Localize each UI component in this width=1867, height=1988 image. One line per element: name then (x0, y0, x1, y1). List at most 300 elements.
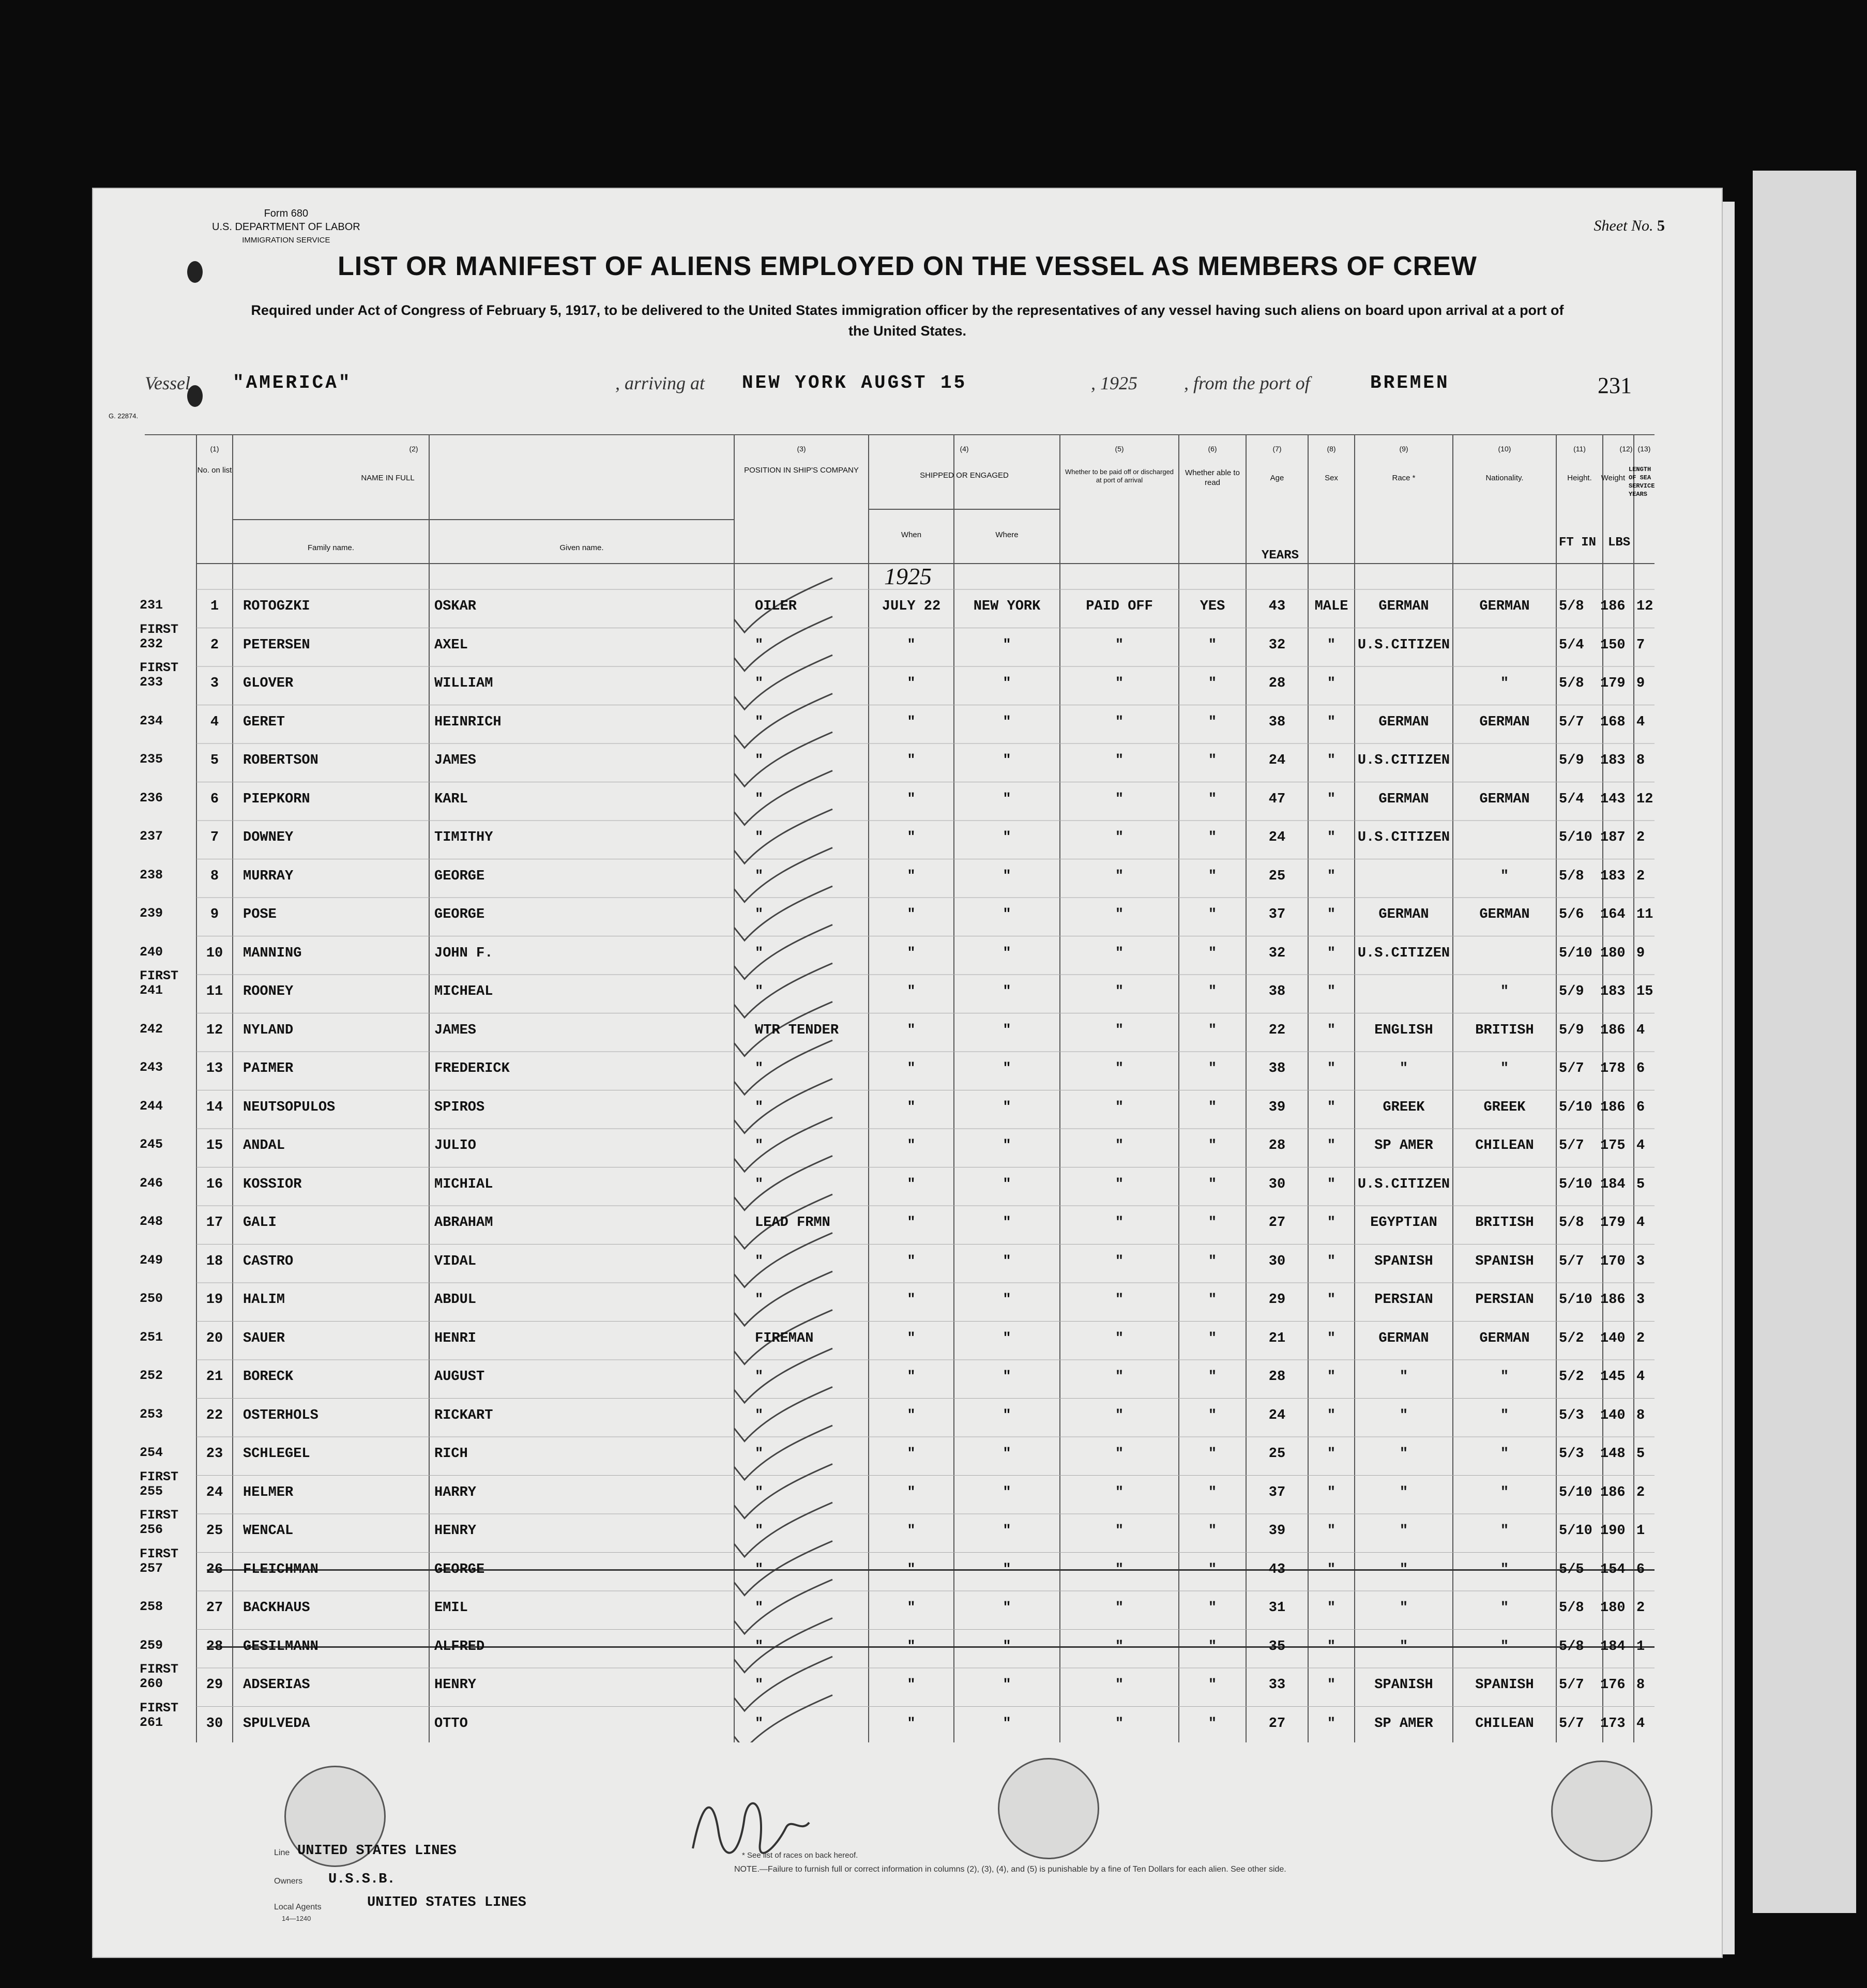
cell-no: 28 (206, 1638, 223, 1655)
col-num-7: (7) (1272, 445, 1282, 453)
side-number: 242 (140, 1021, 163, 1037)
cell-no: 17 (206, 1215, 223, 1231)
cell-nat: " (1500, 1638, 1509, 1655)
form-header (212, 207, 360, 247)
cell-paid: " (1115, 1061, 1124, 1076)
cell-sea: 5 (1636, 1176, 1645, 1192)
cell-race: U.S.CITIZEN (1357, 830, 1450, 845)
years-label: YEARS (1262, 549, 1299, 563)
cell-paid: " (1115, 676, 1124, 691)
cell-family: GLOVER (243, 676, 294, 691)
cell-race: " (1399, 1523, 1408, 1539)
cell-position: " (755, 1716, 764, 1732)
cell-family: ROONEY (243, 984, 294, 999)
cell-height: 5/7 (1559, 1061, 1584, 1076)
cell-nat: GERMAN (1479, 1330, 1530, 1346)
cell-age: 22 (1268, 1022, 1286, 1038)
cell-given: SPIROS (434, 1099, 485, 1115)
cell-height: 5/9 (1559, 753, 1584, 768)
cell-race: " (1399, 1600, 1408, 1616)
cell-sex: " (1327, 1484, 1336, 1500)
side-number: 256 (140, 1522, 163, 1537)
cell-height: 5/4 (1559, 791, 1584, 807)
cell-family: PAIMER (243, 1061, 294, 1076)
cell-where: " (1003, 1446, 1011, 1462)
cell-when: " (907, 1061, 916, 1076)
cell-height: 5/7 (1559, 1253, 1584, 1269)
cell-nat: SPANISH (1475, 1253, 1534, 1269)
cell-family: KOSSIOR (243, 1176, 302, 1192)
cell-where: " (1003, 1330, 1011, 1346)
cell-paid: " (1115, 1561, 1124, 1577)
cell-age: 35 (1268, 1638, 1286, 1655)
first-class-mark: FIRST (140, 660, 179, 675)
cell-height: 5/4 (1559, 637, 1584, 653)
cell-paid: " (1115, 1253, 1124, 1269)
cell-paid: " (1115, 1215, 1124, 1231)
cell-read: " (1208, 1369, 1217, 1385)
cell-given: KARL (434, 791, 468, 807)
cell-race: SPANISH (1374, 1253, 1433, 1269)
cell-sex: " (1327, 1022, 1336, 1038)
cell-sea: 4 (1636, 1138, 1645, 1154)
cell-paid: " (1115, 1022, 1124, 1038)
cell-given: ABDUL (434, 1292, 477, 1308)
cell-where: NEW YORK (973, 599, 1041, 614)
cell-given: HENRY (434, 1677, 477, 1693)
cell-read: " (1208, 637, 1217, 653)
header-height: Height. (1567, 474, 1592, 482)
header-no-on-list: No. on list (197, 466, 232, 475)
col-num-11: (11) (1573, 445, 1586, 453)
first-class-mark: FIRST (140, 1546, 179, 1561)
cell-paid: " (1115, 637, 1124, 653)
cell-given: EMIL (434, 1600, 468, 1616)
cell-when: " (907, 1099, 916, 1115)
cell-weight: 187 (1600, 830, 1626, 845)
cell-family: NEUTSOPULOS (243, 1099, 336, 1115)
header-paid-off: Whether to be paid off or discharged at port of arrival (1065, 468, 1174, 484)
cell-no: 11 (206, 984, 223, 999)
cell-when: " (907, 1369, 916, 1385)
cell-when: " (907, 1484, 916, 1500)
cell-sea: 4 (1636, 1215, 1645, 1231)
service: IMMIGRATION SERVICE (242, 236, 330, 245)
cell-when: " (907, 1677, 916, 1693)
cell-age: 37 (1268, 907, 1286, 922)
cell-where: " (1003, 1369, 1011, 1385)
cell-sea: 9 (1636, 945, 1645, 961)
cell-height: 5/10 (1559, 830, 1592, 845)
cell-age: 38 (1268, 984, 1286, 999)
cell-position: " (755, 753, 764, 768)
cell-height: 5/8 (1559, 676, 1584, 691)
cell-given: TIMITHY (434, 830, 493, 845)
side-number: 260 (140, 1676, 163, 1691)
cell-where: " (1003, 1253, 1011, 1269)
cell-race: " (1399, 1407, 1408, 1423)
cell-where: " (1003, 1561, 1011, 1577)
cell-sea: 3 (1636, 1253, 1645, 1269)
cell-when: " (907, 830, 916, 845)
cell-paid: " (1115, 907, 1124, 922)
cell-sea: 8 (1636, 753, 1645, 768)
cell-height: 5/2 (1559, 1330, 1584, 1346)
side-number: 235 (140, 752, 163, 767)
header-position: POSITION IN SHIP'S COMPANY (744, 466, 859, 475)
cell-where: " (1003, 1138, 1011, 1154)
cell-weight: 180 (1600, 945, 1626, 961)
cell-age: 32 (1268, 945, 1286, 961)
side-number: 243 (140, 1060, 163, 1075)
cell-where: " (1003, 868, 1011, 884)
cell-family: HELMER (243, 1484, 294, 1500)
cell-family: FLEICHMAN (243, 1561, 318, 1577)
cell-height: 5/8 (1559, 1600, 1584, 1616)
cell-sea: 1 (1636, 1638, 1645, 1655)
cell-age: 38 (1268, 714, 1286, 730)
header-when: When (901, 530, 922, 539)
cell-nat: " (1500, 1446, 1509, 1462)
cell-sex: " (1327, 1677, 1336, 1693)
side-number: 258 (140, 1599, 163, 1614)
cell-sex: " (1327, 676, 1336, 691)
table-rules (145, 434, 1655, 1742)
cell-family: HALIM (243, 1292, 285, 1308)
cell-race: SP AMER (1374, 1138, 1433, 1154)
cell-race: U.S.CITIZEN (1357, 753, 1450, 768)
cell-when: " (907, 637, 916, 653)
cell-when: " (907, 753, 916, 768)
side-number: 236 (140, 790, 163, 806)
header-given-name: Given name. (559, 543, 604, 552)
cell-where: " (1003, 1292, 1011, 1308)
cell-where: " (1003, 1176, 1011, 1192)
arriving-value: NEW YORK AUGST 15 (742, 372, 967, 393)
cell-when: " (907, 676, 916, 691)
cell-family: PIEPKORN (243, 791, 310, 807)
cell-weight: 183 (1600, 753, 1626, 768)
cell-when: " (907, 1215, 916, 1231)
cell-weight: 173 (1600, 1716, 1626, 1732)
cell-height: 5/7 (1559, 1138, 1584, 1154)
header-shipped: SHIPPED OR ENGAGED (920, 471, 1009, 480)
cell-read: " (1208, 907, 1217, 922)
cell-position: FIREMAN (755, 1330, 814, 1346)
cell-sea: 3 (1636, 1292, 1645, 1308)
cell-paid: " (1115, 945, 1124, 961)
cell-family: NYLAND (243, 1022, 294, 1038)
cell-read: " (1208, 868, 1217, 884)
header-nationality: Nationality. (1485, 474, 1524, 482)
cell-position: " (755, 791, 764, 807)
cell-paid: " (1115, 984, 1124, 999)
cell-race: " (1399, 1561, 1408, 1577)
cell-where: " (1003, 830, 1011, 845)
cell-race: SPANISH (1374, 1677, 1433, 1693)
cell-no: 4 (210, 714, 219, 730)
cell-paid: " (1115, 1369, 1124, 1385)
cell-paid: " (1115, 1292, 1124, 1308)
header-read: Whether able to read (1185, 468, 1240, 487)
cell-paid: " (1115, 1176, 1124, 1192)
cell-given: MICHEAL (434, 984, 493, 999)
cell-weight: 184 (1600, 1176, 1626, 1192)
cell-age: 21 (1268, 1330, 1286, 1346)
form-code-footer: 14—1240 (282, 1915, 311, 1922)
cell-where: " (1003, 791, 1011, 807)
consulate-seal (1551, 1761, 1652, 1862)
cell-position: " (755, 1253, 764, 1269)
cell-read: " (1208, 1638, 1217, 1655)
cell-read: " (1208, 1061, 1217, 1076)
side-number: 237 (140, 829, 163, 844)
cell-family: BACKHAUS (243, 1600, 310, 1616)
arriving-label: , arriving at (615, 373, 705, 393)
cell-weight: 140 (1600, 1330, 1626, 1346)
cell-family: GERET (243, 714, 285, 730)
cell-sea: 4 (1636, 714, 1645, 730)
cell-given: WILLIAM (434, 676, 493, 691)
cell-age: 33 (1268, 1677, 1286, 1693)
cell-position: WTR TENDER (755, 1022, 839, 1038)
cell-given: JOHN F. (434, 945, 493, 961)
cell-sea: 4 (1636, 1716, 1645, 1732)
cell-race: " (1399, 1446, 1408, 1462)
stamp-number: 231 (1598, 373, 1632, 398)
cell-read: " (1208, 1292, 1217, 1308)
cell-race: GERMAN (1378, 599, 1429, 614)
cell-read: " (1208, 1407, 1217, 1423)
cell-age: 27 (1268, 1716, 1286, 1732)
page-subtitle: Required under Act of Congress of February 5, 1917, to be delivered to the United States immigration officer by the representatives of any vessel having such aliens on board upon arrival at a port of the United States. (251, 302, 1564, 339)
line-label: Line (274, 1848, 290, 1857)
cell-read: " (1208, 1600, 1217, 1616)
cell-height: 5/10 (1559, 1523, 1592, 1539)
cell-read: " (1208, 753, 1217, 768)
cell-paid: " (1115, 1138, 1124, 1154)
cell-height: 5/10 (1559, 945, 1592, 961)
cell-no: 8 (210, 868, 219, 884)
cell-no: 21 (206, 1369, 223, 1385)
cell-weight: 186 (1600, 1022, 1626, 1038)
cell-position: " (755, 1484, 764, 1500)
cell-position: " (755, 868, 764, 884)
cell-sea: 11 (1636, 907, 1653, 922)
cell-sex: " (1327, 1099, 1336, 1115)
cell-given: HENRI (434, 1330, 477, 1346)
cell-position: " (755, 945, 764, 961)
cell-sex: " (1327, 1561, 1336, 1577)
cell-read: " (1208, 1138, 1217, 1154)
cell-position: " (755, 1446, 764, 1462)
cell-sea: 15 (1636, 984, 1653, 999)
cell-no: 23 (206, 1446, 223, 1462)
cell-family: SAUER (243, 1330, 285, 1346)
races-note: * See list of races on back hereof. (742, 1851, 858, 1860)
cell-given: AXEL (434, 637, 468, 653)
cell-paid: " (1115, 791, 1124, 807)
cell-weight: 186 (1600, 1484, 1626, 1500)
cell-sex: MALE (1314, 599, 1348, 614)
cell-where: " (1003, 676, 1011, 691)
cell-nat: BRITISH (1475, 1215, 1534, 1231)
cell-sea: 2 (1636, 830, 1645, 845)
cell-nat: " (1500, 1061, 1509, 1076)
cell-given: HARRY (434, 1484, 477, 1500)
cell-nat: " (1500, 1407, 1509, 1423)
cell-age: 24 (1268, 1407, 1286, 1423)
cell-where: " (1003, 945, 1011, 961)
cell-sea: 1 (1636, 1523, 1645, 1539)
cell-no: 9 (210, 907, 219, 922)
cell-sex: " (1327, 1600, 1336, 1616)
cell-no: 16 (206, 1176, 223, 1192)
cell-given: JULIO (434, 1138, 477, 1154)
cell-family: GESILMANN (243, 1638, 318, 1655)
cell-where: " (1003, 1022, 1011, 1038)
cell-no: 2 (210, 637, 219, 653)
cell-age: 25 (1268, 868, 1286, 884)
cell-sea: 9 (1636, 676, 1645, 691)
cell-when: " (907, 907, 916, 922)
cell-sex: " (1327, 1215, 1336, 1231)
cell-paid: " (1115, 1677, 1124, 1693)
cell-given: GEORGE (434, 1561, 485, 1577)
cell-family: MANNING (243, 945, 302, 961)
cell-paid: " (1115, 1716, 1124, 1732)
cell-no: 30 (206, 1716, 223, 1732)
cell-no: 3 (210, 676, 219, 691)
side-number: 251 (140, 1329, 163, 1345)
cell-given: RICKART (434, 1407, 493, 1423)
cell-paid: " (1115, 1484, 1124, 1500)
cell-where: " (1003, 1638, 1011, 1655)
cell-family: OSTERHOLS (243, 1407, 318, 1423)
cell-sex: " (1327, 945, 1336, 961)
first-class-mark: FIRST (140, 968, 179, 983)
cell-height: 5/10 (1559, 1099, 1592, 1115)
cell-where: " (1003, 1716, 1011, 1732)
cell-age: 25 (1268, 1446, 1286, 1462)
header-where: Where (995, 530, 1019, 539)
cell-given: GEORGE (434, 868, 485, 884)
cell-family: DOWNEY (243, 830, 294, 845)
cell-given: FREDERICK (434, 1061, 510, 1076)
cell-sea: 6 (1636, 1099, 1645, 1115)
cell-given: VIDAL (434, 1253, 477, 1269)
cell-race: EGYPTIAN (1370, 1215, 1437, 1231)
cell-position: " (755, 1523, 764, 1539)
header-family-name: Family name. (307, 543, 355, 552)
cell-no: 14 (206, 1099, 223, 1115)
cell-nat: " (1500, 984, 1509, 999)
cell-race: GERMAN (1378, 714, 1429, 730)
cell-position: " (755, 1600, 764, 1616)
side-number: 239 (140, 906, 163, 921)
cell-sea: 2 (1636, 1600, 1645, 1616)
cell-sex: " (1327, 1446, 1336, 1462)
cell-read: " (1208, 1253, 1217, 1269)
cell-when: " (907, 1407, 916, 1423)
cell-no: 20 (206, 1330, 223, 1346)
cell-position: " (755, 1292, 764, 1308)
side-number: 232 (140, 636, 163, 651)
cell-nat: " (1500, 868, 1509, 884)
cell-weight: 186 (1600, 1292, 1626, 1308)
cell-weight: 140 (1600, 1407, 1626, 1423)
cell-nat: BRITISH (1475, 1022, 1534, 1038)
cell-when: " (907, 714, 916, 730)
cell-race: U.S.CITIZEN (1357, 945, 1450, 961)
cell-read: " (1208, 1215, 1217, 1231)
cell-sea: 2 (1636, 1330, 1645, 1346)
cell-family: ROTOGZKI (243, 599, 310, 614)
cell-read: " (1208, 1022, 1217, 1038)
cell-height: 5/10 (1559, 1292, 1592, 1308)
agents-value: UNITED STATES LINES (367, 1895, 526, 1910)
cell-sea: 6 (1636, 1561, 1645, 1577)
year: , 1925 (1091, 373, 1137, 393)
cell-position: " (755, 830, 764, 845)
cell-read: " (1208, 1561, 1217, 1577)
cell-weight: 180 (1600, 1600, 1626, 1616)
cell-sex: " (1327, 714, 1336, 730)
cell-position: LEAD FRMN (755, 1215, 830, 1231)
cell-age: 29 (1268, 1292, 1286, 1308)
cell-when: " (907, 1292, 916, 1308)
cell-height: 5/3 (1559, 1407, 1584, 1423)
cell-weight: 170 (1600, 1253, 1626, 1269)
col-num-8: (8) (1327, 445, 1336, 453)
cell-no: 25 (206, 1523, 223, 1539)
cell-family: ADSERIAS (243, 1677, 310, 1693)
cell-read: " (1208, 714, 1217, 730)
agents-label: Local Agents (274, 1903, 322, 1911)
cell-paid: " (1115, 1099, 1124, 1115)
cell-nat: CHILEAN (1475, 1138, 1534, 1154)
side-number: 245 (140, 1137, 163, 1152)
cell-sea: 12 (1636, 791, 1653, 807)
cell-sea: 6 (1636, 1061, 1645, 1076)
year-handwritten: 1925 (884, 563, 932, 589)
cell-read: " (1208, 1099, 1217, 1115)
cell-paid: " (1115, 1638, 1124, 1655)
cell-no: 12 (206, 1022, 223, 1038)
cell-no: 13 (206, 1061, 223, 1076)
cell-where: " (1003, 714, 1011, 730)
side-number: 253 (140, 1406, 163, 1422)
cell-read: " (1208, 676, 1217, 691)
cell-no: 22 (206, 1407, 223, 1423)
cell-family: ROBERTSON (243, 753, 318, 768)
cell-age: 31 (1268, 1600, 1286, 1616)
cell-position: OILER (755, 599, 797, 614)
cell-race: GERMAN (1378, 1330, 1429, 1346)
cell-age: 30 (1268, 1176, 1286, 1192)
cell-paid: " (1115, 1523, 1124, 1539)
sheet-number (1594, 217, 1665, 235)
first-class-mark: FIRST (140, 1662, 179, 1677)
cell-age: 38 (1268, 1061, 1286, 1076)
cell-no: 27 (206, 1600, 223, 1616)
cell-race: " (1399, 1369, 1408, 1385)
page-title: LIST OR MANIFEST OF ALIENS EMPLOYED ON THE VESSEL AS MEMBERS OF CREW (338, 251, 1477, 281)
cell-when: " (907, 984, 916, 999)
cell-height: 5/10 (1559, 1484, 1592, 1500)
cell-where: " (1003, 1061, 1011, 1076)
side-number: 252 (140, 1368, 163, 1383)
